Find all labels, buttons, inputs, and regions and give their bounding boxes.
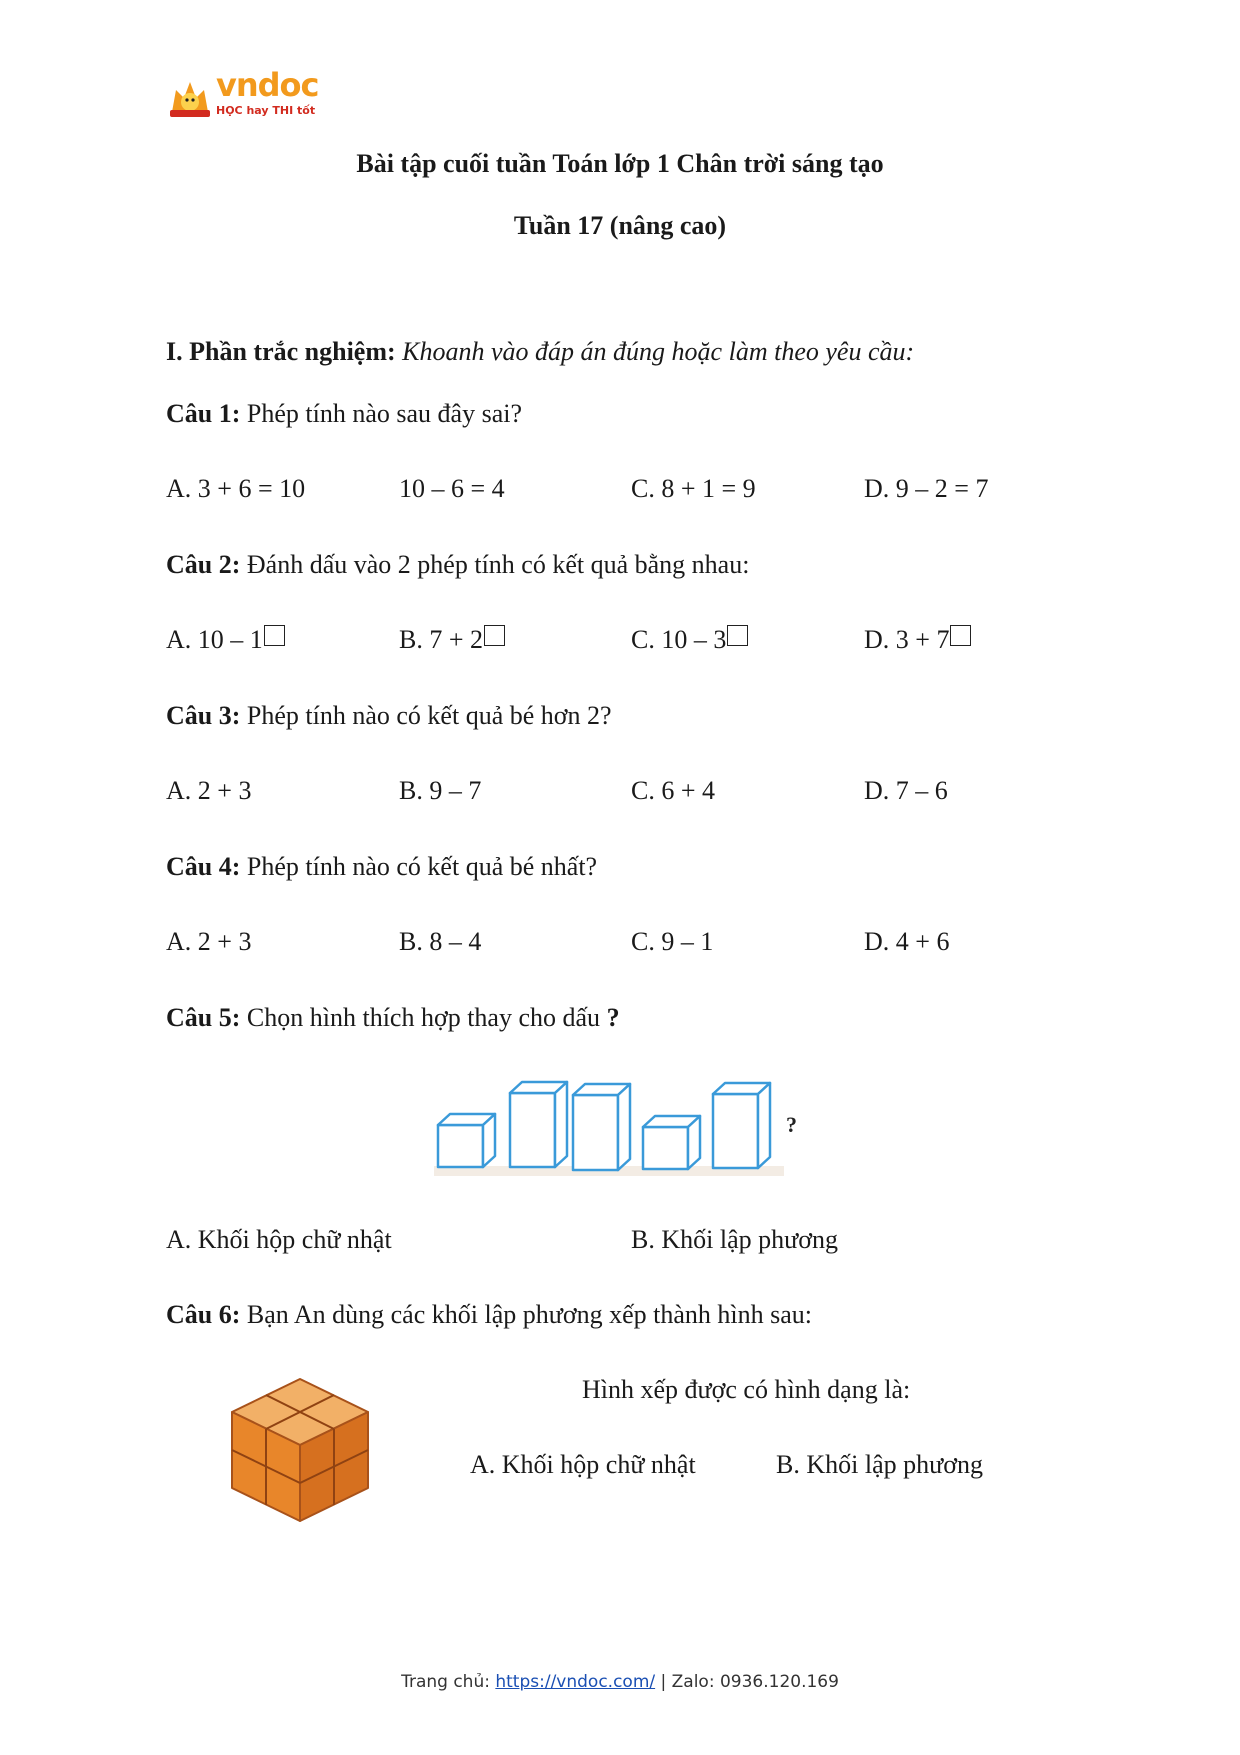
question-text: Đánh dấu vào 2 phép tính có kết quả bằng nhau:: [246, 550, 750, 579]
q2-option-a-text: A. 10 – 1: [166, 625, 263, 654]
question-3: [166, 701, 612, 731]
question-text: Phép tính nào có kết quả bé hơn 2?: [246, 701, 612, 730]
q1-option-c[interactable]: C. 8 + 1 = 9: [631, 474, 756, 503]
q6-option-a[interactable]: A. Khối hộp chữ nhật: [470, 1450, 696, 1479]
logo-wordmark: vndoc: [216, 66, 319, 104]
question-label: Câu 6:: [166, 1300, 241, 1329]
q2-option-b-checkbox[interactable]: [484, 625, 505, 646]
question-text: Bạn An dùng các khối lập phương xếp thành hình sau:: [246, 1300, 812, 1329]
logo-mascot-icon: [166, 72, 214, 120]
question-2: [166, 550, 749, 580]
section-title: I. Phần trắc nghiệm:: [166, 337, 396, 366]
q3-option-c[interactable]: C. 6 + 4: [631, 776, 716, 805]
question-1: [166, 399, 522, 429]
q2-option-d-text: D. 3 + 7: [864, 625, 950, 654]
section-heading: [166, 337, 914, 367]
q3-option-a[interactable]: A. 2 + 3: [166, 776, 252, 805]
footer-prefix: Trang chủ:: [401, 1672, 490, 1692]
q2-option-c-checkbox[interactable]: [727, 625, 748, 646]
footer-home-link[interactable]: https://vndoc.com/: [495, 1672, 656, 1692]
shape-sequence-figure: [430, 1070, 810, 1185]
question-label: Câu 2:: [166, 550, 241, 579]
q3-option-b[interactable]: B. 9 – 7: [399, 776, 482, 805]
footer-separator: | Zalo:: [660, 1672, 715, 1692]
footer-phone: 0936.120.169: [719, 1672, 839, 1692]
question-label: Câu 5:: [166, 1003, 241, 1032]
page-footer: [0, 1672, 1240, 1692]
q2-option-c-text: C. 10 – 3: [631, 625, 727, 654]
question-text: Chọn hình thích hợp thay cho dấu: [246, 1003, 601, 1032]
q5-option-b[interactable]: B. Khối lập phương: [631, 1225, 838, 1254]
q1-option-b[interactable]: 10 – 6 = 4: [399, 474, 505, 503]
q1-option-a[interactable]: A. 3 + 6 = 10: [166, 474, 306, 503]
q2-option-d-checkbox[interactable]: [950, 625, 971, 646]
q4-option-a[interactable]: A. 2 + 3: [166, 927, 252, 956]
logo-tagline: HỌC hay THI tốt: [216, 104, 316, 117]
q4-option-c[interactable]: C. 9 – 1: [631, 927, 714, 956]
q2-option-d: [864, 625, 971, 655]
tall-box-icon: [510, 1082, 567, 1167]
small-cube-icon: [438, 1114, 495, 1167]
q4-option-b[interactable]: B. 8 – 4: [399, 927, 482, 956]
wooden-cube-icon: [228, 1375, 373, 1525]
question-5: [166, 1003, 620, 1033]
question-text: Phép tính nào có kết quả bé nhất?: [246, 852, 598, 881]
question-4: [166, 852, 597, 882]
question-label: Câu 1:: [166, 399, 241, 428]
tall-box-icon: [573, 1084, 630, 1170]
q3-option-d[interactable]: D. 7 – 6: [864, 776, 948, 805]
question-6: [166, 1300, 812, 1330]
vndoc-logo: [166, 66, 319, 122]
q1-option-d[interactable]: D. 9 – 2 = 7: [864, 474, 989, 503]
small-cube-icon: [643, 1116, 700, 1169]
section-instruction: Khoanh vào đáp án đúng hoặc làm theo yêu cầu:: [402, 337, 915, 366]
figure-question-mark: ?: [786, 1112, 797, 1137]
q5-option-a[interactable]: A. Khối hộp chữ nhật: [166, 1225, 392, 1254]
q2-option-b-text: B. 7 + 2: [399, 625, 484, 654]
q6-prompt: Hình xếp được có hình dạng là:: [582, 1375, 911, 1404]
question-text: Phép tính nào sau đây sai?: [246, 399, 523, 428]
question-label: Câu 3:: [166, 701, 241, 730]
question-label: Câu 4:: [166, 852, 241, 881]
q4-option-d[interactable]: D. 4 + 6: [864, 927, 950, 956]
q2-option-c: [631, 625, 748, 655]
q2-option-a: [166, 625, 285, 655]
tall-box-icon: [713, 1083, 770, 1168]
question-mark: ?: [606, 1003, 620, 1032]
q2-option-a-checkbox[interactable]: [264, 625, 285, 646]
q6-option-b[interactable]: B. Khối lập phương: [776, 1450, 983, 1479]
page-title: Bài tập cuối tuần Toán lớp 1 Chân trời sáng tạo: [356, 149, 884, 178]
q2-option-b: [399, 625, 505, 655]
page-subtitle: Tuần 17 (nâng cao): [513, 211, 727, 240]
